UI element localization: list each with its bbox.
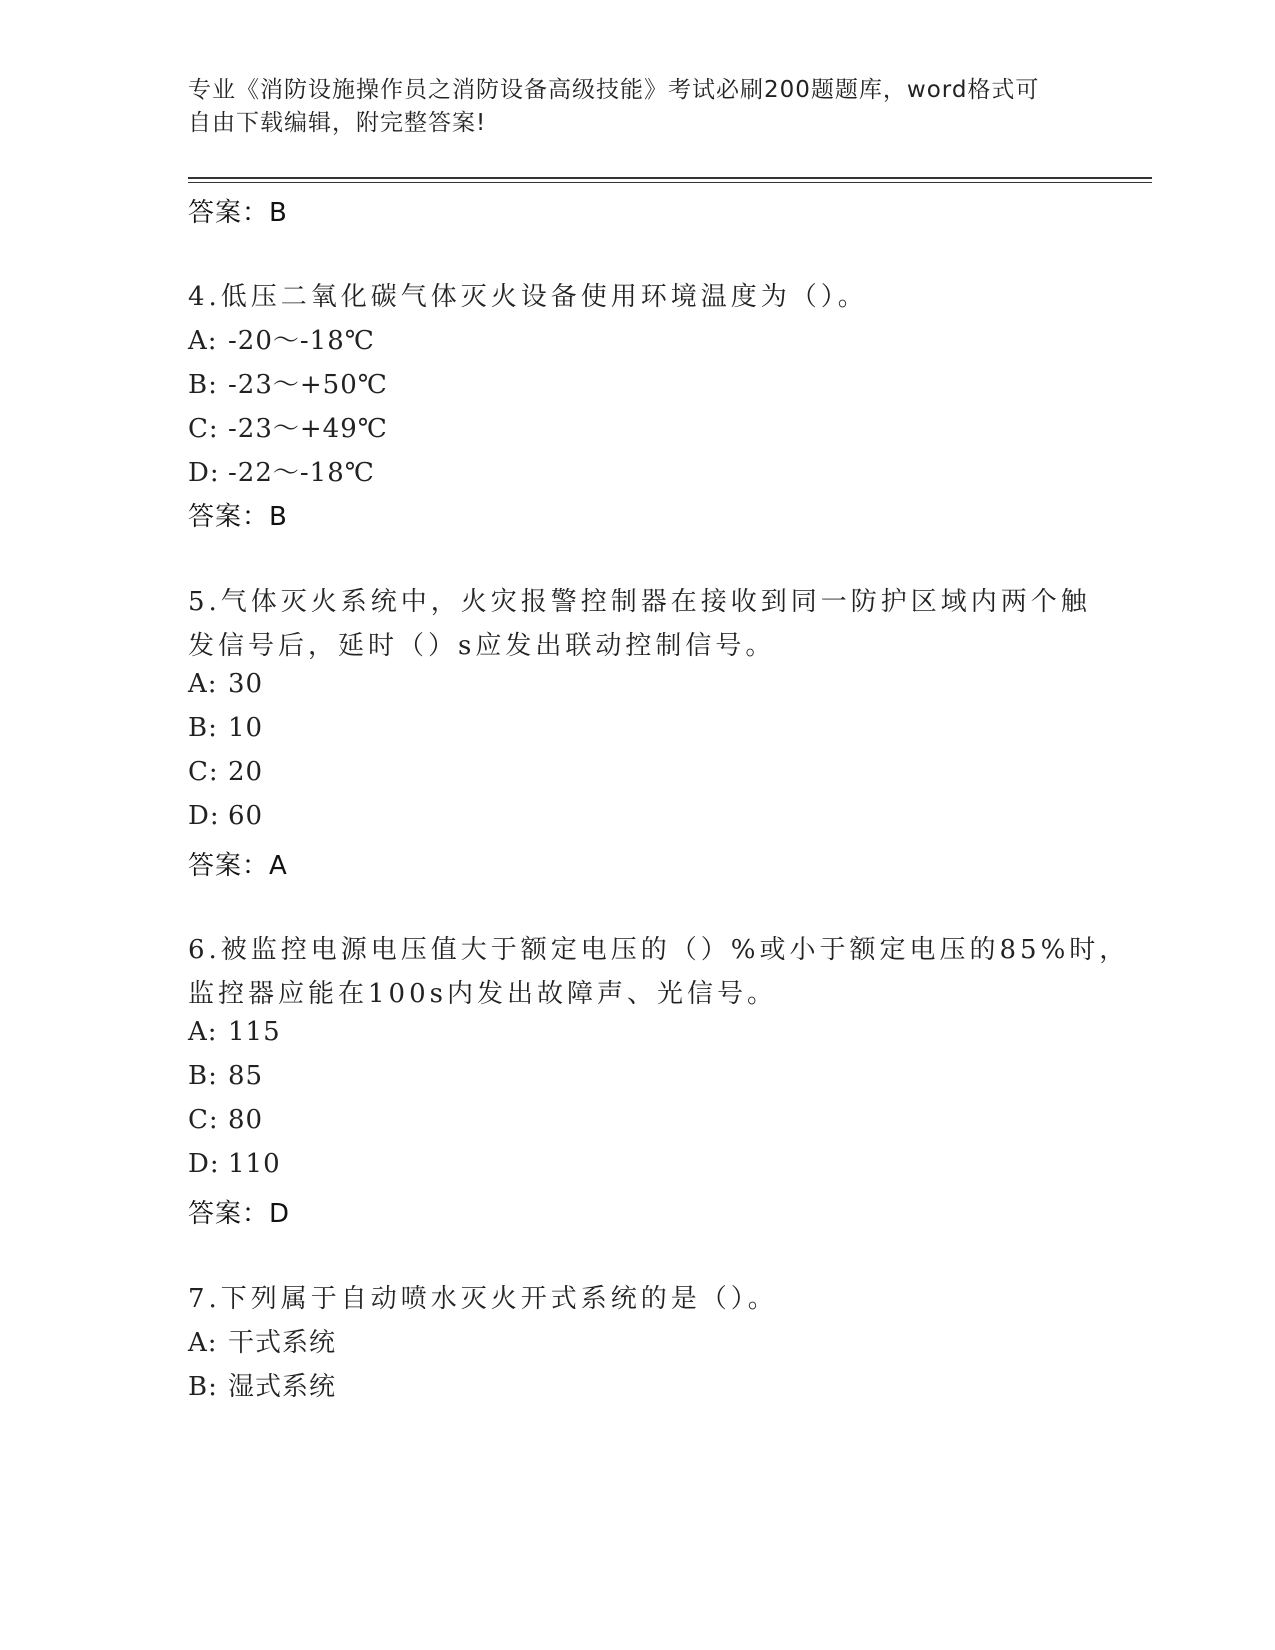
option-text: 80 [228, 1105, 264, 1135]
option-key: D: [188, 801, 220, 831]
header-rule-thick [188, 177, 1152, 179]
option-text: -20～-18℃ [228, 326, 375, 356]
option-key: A: [188, 1017, 218, 1047]
header-line-2: 自由下载编辑，附完整答案! [188, 110, 487, 136]
question-stem: 5.气体灭火系统中，火灾报警控制器在接收到同一防护区域内两个触 [188, 587, 1091, 617]
option-d [188, 1149, 281, 1179]
answer-line: 答案：D [188, 1199, 291, 1229]
option-key: C: [188, 414, 219, 444]
question-stem: 7.下列属于自动喷水灭火开式系统的是（）。 [188, 1284, 778, 1314]
option-c [188, 757, 263, 787]
option-text: 115 [228, 1017, 281, 1047]
option-text: 干式系统 [228, 1328, 337, 1358]
option-key: D: [188, 458, 220, 488]
option-b [188, 713, 263, 743]
option-key: C: [188, 1105, 219, 1135]
option-c [188, 1105, 263, 1135]
option-key: C: [188, 757, 219, 787]
document-header [188, 74, 1088, 140]
option-a [188, 1322, 336, 1359]
option-b [188, 364, 388, 401]
header-rule-thin [188, 182, 1152, 183]
answer-line: 答案：B [188, 502, 288, 532]
question-stem: 6.被监控电源电压值大于额定电压的（）%或小于额定电压的85%时， [188, 935, 1130, 965]
option-key: A: [188, 326, 218, 356]
option-key: A: [188, 669, 218, 699]
option-key: B: [188, 370, 218, 400]
option-text: 85 [228, 1061, 264, 1091]
option-text: 湿式系统 [228, 1372, 337, 1402]
option-key: D: [188, 1149, 220, 1179]
option-text: -23～+49℃ [228, 414, 388, 444]
option-key: A: [188, 1328, 218, 1358]
question-stem-continued: 发信号后，延时（）s应发出联动控制信号。 [188, 631, 776, 661]
option-d [188, 452, 375, 489]
question-stem: 4.低压二氧化碳气体灭火设备使用环境温度为（）。 [188, 282, 868, 312]
option-a [188, 1017, 281, 1047]
answer-line: 答案：A [188, 851, 288, 881]
option-a [188, 320, 375, 357]
option-text: -22～-18℃ [228, 458, 375, 488]
option-text: 60 [228, 801, 264, 831]
option-key: B: [188, 1061, 218, 1091]
option-c [188, 408, 388, 445]
option-key: B: [188, 1372, 218, 1402]
answer-line: 答案：B [188, 198, 288, 228]
option-b [188, 1366, 336, 1403]
header-line-1: 专业《消防设施操作员之消防设备高级技能》考试必刷200题题库，word格式可 [188, 77, 1040, 103]
option-d [188, 801, 263, 831]
option-text: 110 [228, 1149, 281, 1179]
option-text: 30 [228, 669, 264, 699]
option-text: 10 [228, 713, 264, 743]
question-stem-continued: 监控器应能在100s内发出故障声、光信号。 [188, 979, 777, 1009]
option-text: -23～+50℃ [228, 370, 388, 400]
option-a [188, 669, 263, 699]
option-key: B: [188, 713, 218, 743]
option-text: 20 [228, 757, 264, 787]
option-b [188, 1061, 263, 1091]
